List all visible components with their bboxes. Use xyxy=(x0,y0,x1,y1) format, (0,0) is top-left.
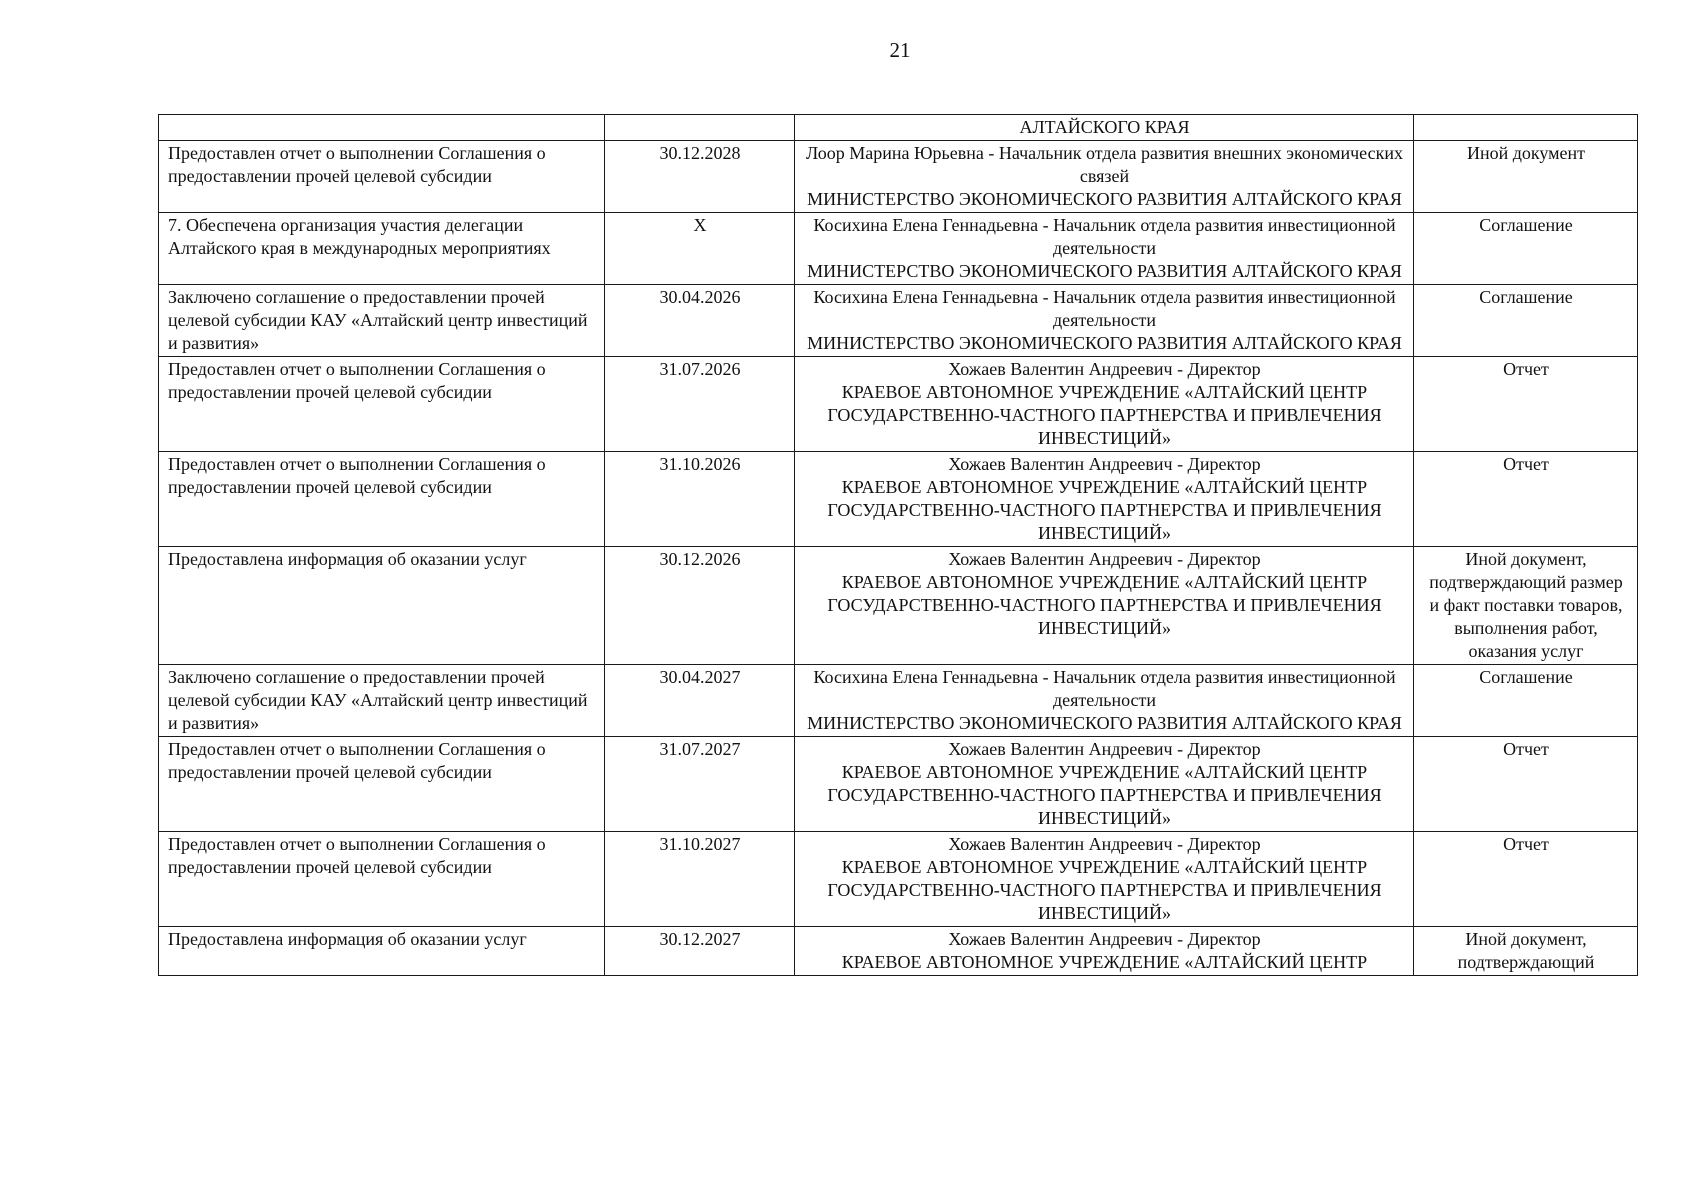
date-cell: 30.12.2026 xyxy=(605,547,795,665)
responsible-person: Хожаев Валентин Андреевич - Директор xyxy=(948,739,1261,759)
responsible-cell xyxy=(795,213,1414,285)
responsible-org: КРАЕВОЕ АВТОНОМНОЕ УЧРЕЖДЕНИЕ «АЛТАЙСКИЙ ЦЕНТР ГОСУДАРСТВЕННО-ЧАСТНОГО ПАРТНЕРСТВА И ПРИВЛЕЧЕНИЯ ИНВЕСТИЦИЙ» xyxy=(827,857,1382,923)
task-cell: Предоставлена информация об оказании услуг xyxy=(159,547,605,665)
responsible-org: КРАЕВОЕ АВТОНОМНОЕ УЧРЕЖДЕНИЕ «АЛТАЙСКИЙ ЦЕНТР ГОСУДАРСТВЕННО-ЧАСТНОГО ПАРТНЕРСТВА И ПРИВЛЕЧЕНИЯ ИНВЕСТИЦИЙ» xyxy=(827,572,1382,638)
responsible-org: КРАЕВОЕ АВТОНОМНОЕ УЧРЕЖДЕНИЕ «АЛТАЙСКИЙ ЦЕНТР ГОСУДАРСТВЕННО-ЧАСТНОГО ПАРТНЕРСТВА И ПРИВЛЕЧЕНИЯ ИНВЕСТИЦИЙ» xyxy=(827,477,1382,543)
responsible-person: Косихина Елена Геннадьевна - Начальник отдела развития инвестиционной деятельности xyxy=(813,287,1396,330)
document-cell: Соглашение xyxy=(1414,665,1638,737)
table-row-continued xyxy=(159,115,1638,141)
table-row xyxy=(159,285,1638,357)
date-cell: 31.10.2027 xyxy=(605,832,795,927)
task-cell: Предоставлена информация об оказании услуг xyxy=(159,927,605,976)
task-cell: Предоставлен отчет о выполнении Соглашения о предоставлении прочей целевой субсидии xyxy=(159,452,605,547)
responsible-person: Хожаев Валентин Андреевич - Директор xyxy=(948,549,1261,569)
document-cell: Отчет xyxy=(1414,737,1638,832)
task-cell: Предоставлен отчет о выполнении Соглашения о предоставлении прочей целевой субсидии xyxy=(159,832,605,927)
date-cell: X xyxy=(605,213,795,285)
responsible-cell xyxy=(795,285,1414,357)
responsible-person: Косихина Елена Геннадьевна - Начальник отдела развития инвестиционной деятельности xyxy=(813,667,1396,710)
responsible-org: МИНИСТЕРСТВО ЭКОНОМИЧЕСКОГО РАЗВИТИЯ АЛТАЙСКОГО КРАЯ xyxy=(807,189,1402,209)
responsible-cell xyxy=(795,737,1414,832)
table-row xyxy=(159,927,1638,976)
table-row xyxy=(159,141,1638,213)
document-cell: Отчет xyxy=(1414,357,1638,452)
document-cell: Иной документ, подтверждающий xyxy=(1414,927,1638,976)
responsible-org: МИНИСТЕРСТВО ЭКОНОМИЧЕСКОГО РАЗВИТИЯ АЛТАЙСКОГО КРАЯ xyxy=(807,333,1402,353)
date-cell: 30.04.2026 xyxy=(605,285,795,357)
table-row xyxy=(159,213,1638,285)
date-cell: 30.12.2028 xyxy=(605,141,795,213)
document-cell: Соглашение xyxy=(1414,285,1638,357)
document-cell: Отчет xyxy=(1414,832,1638,927)
measures-table xyxy=(158,114,1638,976)
task-cell: Предоставлен отчет о выполнении Соглашения о предоставлении прочей целевой субсидии xyxy=(159,737,605,832)
task-cell xyxy=(159,115,605,141)
responsible-cell xyxy=(795,357,1414,452)
responsible-person: Хожаев Валентин Андреевич - Директор xyxy=(948,359,1261,379)
document-cell xyxy=(1414,115,1638,141)
date-cell: 31.07.2026 xyxy=(605,357,795,452)
document-cell: Иной документ, подтверждающий размер и факт поставки товаров, выполнения работ, оказания услуг xyxy=(1414,547,1638,665)
date-cell: 30.04.2027 xyxy=(605,665,795,737)
table-row xyxy=(159,737,1638,832)
responsible-org: АЛТАЙСКОГО КРАЯ xyxy=(1019,117,1190,137)
responsible-person: Хожаев Валентин Андреевич - Директор xyxy=(948,454,1261,474)
table-row xyxy=(159,547,1638,665)
responsible-org: КРАЕВОЕ АВТОНОМНОЕ УЧРЕЖДЕНИЕ «АЛТАЙСКИЙ ЦЕНТР ГОСУДАРСТВЕННО-ЧАСТНОГО ПАРТНЕРСТВА И ПРИВЛЕЧЕНИЯ ИНВЕСТИЦИЙ» xyxy=(827,762,1382,828)
responsible-person: Хожаев Валентин Андреевич - Директор xyxy=(948,929,1261,949)
responsible-person: Лоор Марина Юрьевна - Начальник отдела развития внешних экономических связей xyxy=(806,143,1403,186)
document-cell: Соглашение xyxy=(1414,213,1638,285)
responsible-person: Косихина Елена Геннадьевна - Начальник отдела развития инвестиционной деятельности xyxy=(813,215,1396,258)
task-cell: Предоставлен отчет о выполнении Соглашения о предоставлении прочей целевой субсидии xyxy=(159,141,605,213)
table-row xyxy=(159,452,1638,547)
table-row xyxy=(159,665,1638,737)
task-cell: Заключено соглашение о предоставлении прочей целевой субсидии КАУ «Алтайский центр инвестиций и развития» xyxy=(159,665,605,737)
responsible-cell xyxy=(795,452,1414,547)
date-cell: 31.10.2026 xyxy=(605,452,795,547)
responsible-person: Хожаев Валентин Андреевич - Директор xyxy=(948,834,1261,854)
responsible-cell xyxy=(795,832,1414,927)
responsible-org: КРАЕВОЕ АВТОНОМНОЕ УЧРЕЖДЕНИЕ «АЛТАЙСКИЙ ЦЕНТР xyxy=(841,952,1368,972)
task-cell: 7. Обеспечена организация участия делегации Алтайского края в международных мероприятиях xyxy=(159,213,605,285)
page-number: 21 xyxy=(889,38,911,62)
table-row xyxy=(159,357,1638,452)
responsible-org: МИНИСТЕРСТВО ЭКОНОМИЧЕСКОГО РАЗВИТИЯ АЛТАЙСКОГО КРАЯ xyxy=(807,261,1402,281)
date-cell: 30.12.2027 xyxy=(605,927,795,976)
task-cell: Заключено соглашение о предоставлении прочей целевой субсидии КАУ «Алтайский центр инвестиций и развития» xyxy=(159,285,605,357)
responsible-cell xyxy=(795,547,1414,665)
task-cell: Предоставлен отчет о выполнении Соглашения о предоставлении прочей целевой субсидии xyxy=(159,357,605,452)
responsible-cell xyxy=(795,665,1414,737)
responsible-org: КРАЕВОЕ АВТОНОМНОЕ УЧРЕЖДЕНИЕ «АЛТАЙСКИЙ ЦЕНТР ГОСУДАРСТВЕННО-ЧАСТНОГО ПАРТНЕРСТВА И ПРИВЛЕЧЕНИЯ ИНВЕСТИЦИЙ» xyxy=(827,382,1382,448)
table-row xyxy=(159,832,1638,927)
responsible-cell xyxy=(795,927,1414,976)
document-cell: Иной документ xyxy=(1414,141,1638,213)
responsible-org: МИНИСТЕРСТВО ЭКОНОМИЧЕСКОГО РАЗВИТИЯ АЛТАЙСКОГО КРАЯ xyxy=(807,713,1402,733)
responsible-cell xyxy=(795,141,1414,213)
date-cell: 31.07.2027 xyxy=(605,737,795,832)
document-cell: Отчет xyxy=(1414,452,1638,547)
responsible-cell xyxy=(795,115,1414,141)
date-cell xyxy=(605,115,795,141)
